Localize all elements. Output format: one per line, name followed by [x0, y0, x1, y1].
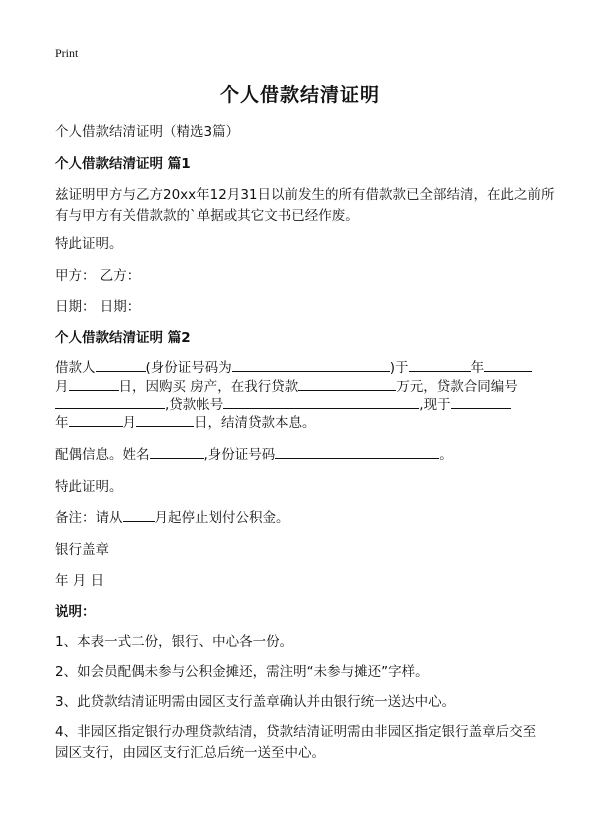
note-post: 月起停止划付公积金。: [154, 510, 290, 526]
explain-item-4a: 4、非园区指定银行办理贷款结清，贷款结清证明需由非园区指定银行盖章后交至: [55, 724, 537, 740]
bank-seal: 银行盖章: [55, 542, 109, 558]
account-label: ,贷款帐号: [165, 397, 224, 413]
settle-line: [55, 411, 316, 431]
section1-line2: 有与甲方有关借款款的`单据或其它文书已经作废。: [55, 208, 359, 224]
month2-blank: [136, 414, 194, 427]
contract-blank: [55, 396, 165, 409]
spouse-id-blank: [275, 446, 439, 459]
year2-label: 年: [55, 415, 69, 431]
section1-special: 特此证明。: [55, 236, 123, 252]
explain-item-1: 1、本表一式二份，银行、中心各一份。: [55, 634, 294, 650]
loan-line: [55, 375, 518, 395]
section1-dates: 日期： 日期：: [55, 299, 141, 315]
now-label: ,现于: [419, 397, 451, 413]
account-line: [55, 393, 511, 413]
section1-heading: 个人借款结清证明 篇1: [55, 156, 191, 172]
settle-label: 日，结清贷款本息。: [194, 415, 316, 431]
note-pre: 备注：请从: [55, 510, 123, 526]
month-label: 月: [55, 379, 69, 395]
year-blank-2: [484, 359, 532, 372]
spouse-label: 配偶信息。姓名: [55, 447, 150, 463]
now-blank: [451, 396, 511, 409]
subtitle: 个人借款结清证明（精选3篇）: [55, 124, 240, 140]
year-label: 年: [470, 360, 485, 376]
account-blank: [223, 396, 419, 409]
yu-label: )于: [389, 360, 409, 376]
explain-item-3: 3、此贷款结清证明需由园区支行盖章确认并由银行统一送达中心。: [55, 694, 456, 710]
date-ymd: 年 月 日: [55, 573, 105, 589]
day-buy-label: 日，因购买 房产，在我行贷款: [118, 379, 299, 395]
year2-blank: [69, 414, 123, 427]
section1-parties: 甲方： 乙方：: [55, 268, 141, 284]
explain-heading: 说明：: [55, 604, 96, 620]
wanyuan-label: 万元，贷款合同编号: [396, 379, 518, 395]
id-blank: [232, 359, 390, 372]
spouse-id-label: ,身份证号码: [203, 447, 276, 463]
section2-heading: 个人借款结清证明 篇2: [55, 330, 191, 346]
borrower-blank: [96, 359, 146, 372]
page-title: 个人借款结清证明: [219, 84, 380, 106]
spouse-name-blank: [150, 446, 204, 459]
amount-blank: [298, 378, 396, 391]
spouse-period: 。: [439, 447, 453, 463]
borrower-line: [55, 356, 532, 376]
print-link[interactable]: Print: [55, 46, 79, 60]
id-label: (身份证号码为: [145, 360, 232, 376]
month-blank: [69, 378, 119, 391]
explain-item-4b: 园区支行，由园区支行汇总后统一送至中心。: [55, 745, 325, 761]
explain-item-2: 2、如会员配偶未参与公积金摊还，需注明“未参与摊还”字样。: [55, 664, 429, 680]
month2-label: 月: [122, 415, 136, 431]
borrower-label: 借款人: [55, 360, 96, 376]
spouse-line: [55, 443, 453, 463]
note-line: [55, 506, 290, 526]
note-blank: [123, 509, 155, 522]
section1-line1: 兹证明甲方与乙方20xx年12月31日以前发生的所有借款款已全部结清，在此之前所: [55, 187, 555, 203]
year-blank: [409, 359, 471, 372]
section2-special: 特此证明。: [55, 479, 123, 495]
